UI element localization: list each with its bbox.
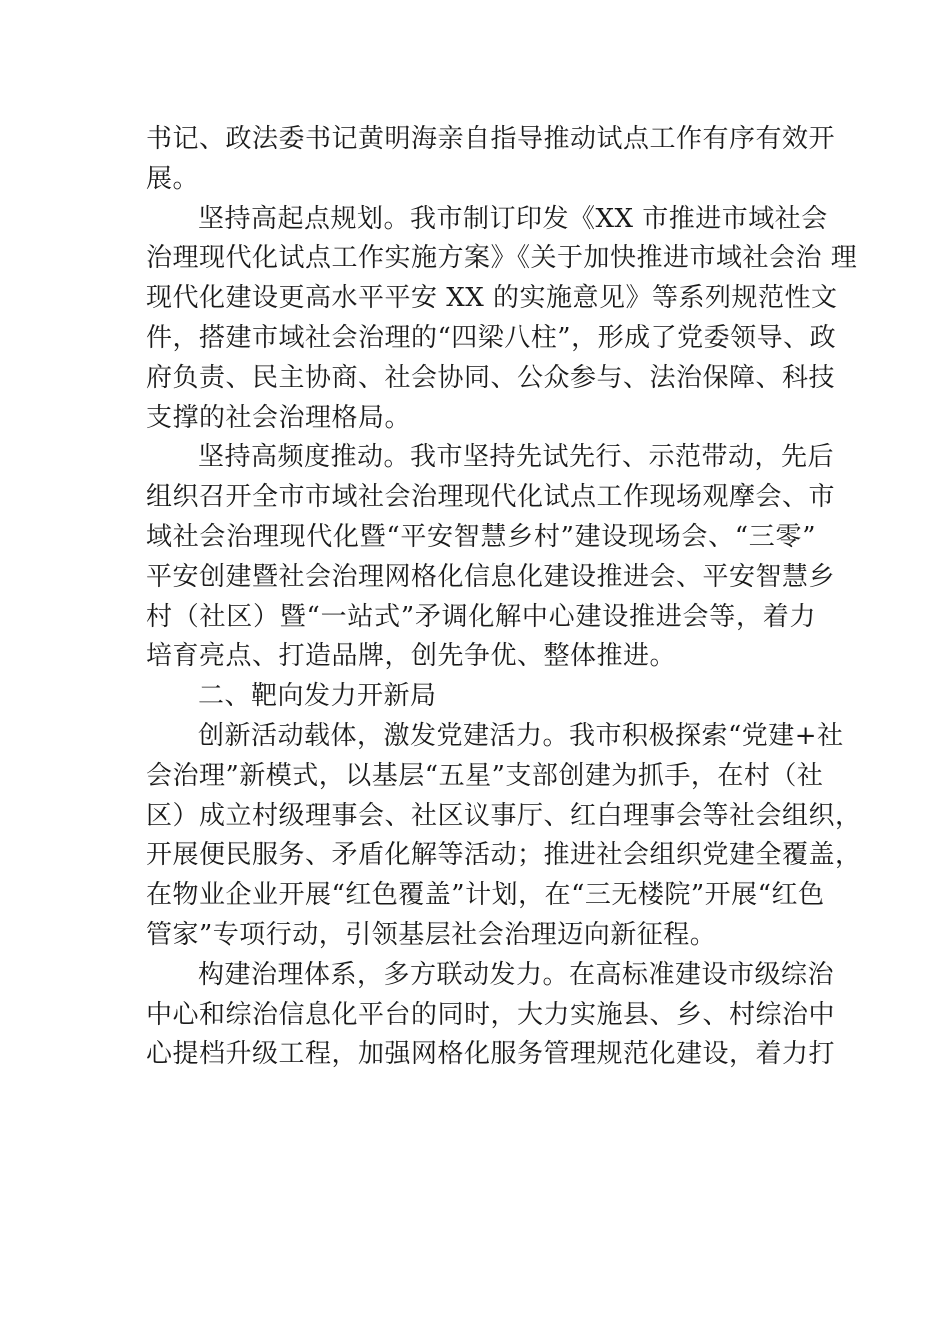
text-line: 村（社区）暨“一站式”矛调化解中心建设推进会等，着力 — [146, 601, 816, 632]
text-line: 构建治理体系，多方联动发力。在高标准建设市级综治 — [198, 959, 835, 990]
text-line: 在物业企业开展“红色覆盖”计划，在“三无楼院”开展“红色 — [146, 880, 825, 911]
text-line: 坚持高起点规划。我市制订印发《XX 市推进市域社会 — [198, 203, 828, 234]
text-line: 坚持高频度推动。我市坚持先试先行、示范带动，先后 — [198, 442, 835, 473]
text-line: 创新活动载体，激发党建活力。我市积极探索“党建+社 — [198, 720, 844, 751]
document-body — [146, 120, 862, 1075]
text-line: 现代化建设更高水平平安 XX 的实施意见》等系列规范性文 — [146, 283, 838, 314]
text-line: 书记、政法委书记黄明海亲自指导推动试点工作有序有效开 — [146, 124, 836, 154]
text-line: 展。 — [146, 163, 200, 194]
paragraph-governance-system — [146, 956, 836, 1075]
text-line: 区）成立村级理事会、社区议事厅、红白理事会等社会组织， — [146, 800, 862, 831]
section-heading — [146, 677, 816, 717]
text-line: 府负责、民主协商、社会协同、公众参与、法治保障、科技 — [146, 362, 836, 393]
text-line: 会治理”新模式，以基层“五星”支部创建为抓手，在村（社 — [146, 760, 824, 791]
text-line: 培育亮点、打造品牌，创先争优、整体推进。 — [146, 641, 677, 672]
paragraph-continuation — [146, 120, 836, 200]
paragraph-promotion — [146, 438, 836, 677]
text-line: 心提档升级工程，加强网格化服务管理规范化建设，着力打 — [146, 1039, 836, 1070]
text-line: 平安创建暨社会治理网格化信息化建设推进会、平安智慧乡 — [146, 561, 836, 592]
text-line: 件，搭建市域社会治理的“四梁八柱”，形成了党委领导、政 — [146, 322, 837, 353]
text-line: 支撑的社会治理格局。 — [146, 402, 412, 433]
text-line: 域社会治理现代化暨“平安智慧乡村”建设现场会、“三零” — [146, 521, 816, 552]
heading-line: 二、靶向发力开新局 — [198, 681, 437, 712]
paragraph-activity-carrier — [146, 717, 862, 956]
text-line: 组织召开全市市域社会治理现代化试点工作现场观摩会、市 — [146, 482, 836, 513]
paragraph-planning — [146, 200, 858, 439]
text-line: 开展便民服务、矛盾化解等活动；推进社会组织党建全覆盖， — [146, 840, 862, 871]
text-line: 中心和综治信息化平台的同时，大力实施县、乡、村综治中 — [146, 999, 836, 1030]
text-line: 治理现代化试点工作实施方案》《关于加快推进市域社会治 理 — [146, 243, 858, 274]
text-line: 管家”专项行动，引领基层社会治理迈向新征程。 — [146, 919, 717, 950]
